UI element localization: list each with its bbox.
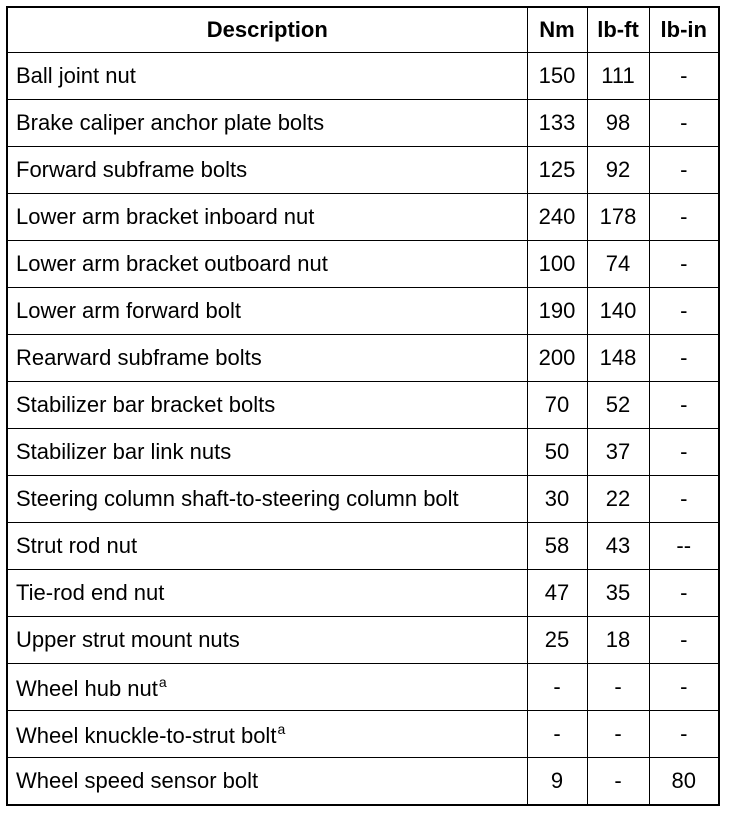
description-text: Wheel speed sensor bolt (16, 768, 259, 793)
nm-cell: 70 (527, 382, 587, 429)
nm-cell: 125 (527, 147, 587, 194)
lbft-cell: 52 (587, 382, 649, 429)
table-row (7, 147, 719, 194)
table-row (7, 53, 719, 100)
table-row (7, 288, 719, 335)
description-text: Strut rod nut (16, 533, 138, 558)
nm-cell: 240 (527, 194, 587, 241)
description-text: Wheel hub nut (16, 675, 158, 701)
nm-cell: 9 (527, 758, 587, 806)
lbft-cell: 140 (587, 288, 649, 335)
lbin-cell: - (649, 429, 719, 476)
description-cell (7, 570, 527, 617)
lbft-cell: 98 (587, 100, 649, 147)
torque-spec-table-container (6, 6, 720, 806)
nm-cell: 200 (527, 335, 587, 382)
table-row (7, 570, 719, 617)
table-row (7, 241, 719, 288)
table-row (7, 476, 719, 523)
description-text: Brake caliper anchor plate bolts (16, 110, 325, 135)
description-text: Lower arm bracket inboard nut (16, 204, 315, 229)
lbin-cell: - (649, 288, 719, 335)
description-cell (7, 758, 527, 806)
nm-cell: 58 (527, 523, 587, 570)
lbin-cell: 80 (649, 758, 719, 806)
table-row (7, 429, 719, 476)
lbft-cell: - (587, 711, 649, 758)
torque-spec-table (6, 6, 720, 806)
table-body (7, 53, 719, 806)
table-header-row (7, 7, 719, 53)
description-cell (7, 288, 527, 335)
description-cell (7, 147, 527, 194)
table-row (7, 711, 719, 758)
nm-cell: 190 (527, 288, 587, 335)
description-text: Wheel knuckle-to-strut bolt (16, 722, 277, 748)
lbin-cell: - (649, 53, 719, 100)
lbin-cell: - (649, 664, 719, 711)
description-text: Stabilizer bar link nuts (16, 439, 232, 464)
description-text: Upper strut mount nuts (16, 627, 240, 652)
header-lbin: lb-in (649, 7, 719, 53)
table-row (7, 664, 719, 711)
description-cell (7, 382, 527, 429)
description-cell (7, 664, 527, 711)
lbin-cell: - (649, 194, 719, 241)
lbin-cell: - (649, 476, 719, 523)
nm-cell: - (527, 711, 587, 758)
lbft-cell: 43 (587, 523, 649, 570)
lbft-cell: 18 (587, 617, 649, 664)
lbft-cell: - (587, 758, 649, 806)
description-text: Forward subframe bolts (16, 157, 248, 182)
description-cell (7, 335, 527, 382)
lbin-cell: - (649, 617, 719, 664)
nm-cell: 50 (527, 429, 587, 476)
header-description: Description (7, 7, 527, 53)
table-row (7, 382, 719, 429)
table-row (7, 335, 719, 382)
description-text: Stabilizer bar bracket bolts (16, 392, 276, 417)
lbin-cell: -- (649, 523, 719, 570)
footnote-marker: a (158, 673, 167, 690)
description-text: Steering column shaft-to-steering column bolt (16, 486, 459, 511)
description-cell (7, 241, 527, 288)
lbft-cell: - (587, 664, 649, 711)
description-text: Rearward subframe bolts (16, 345, 262, 370)
description-cell (7, 476, 527, 523)
table-row (7, 194, 719, 241)
lbft-cell: 35 (587, 570, 649, 617)
lbft-cell: 111 (587, 53, 649, 100)
description-cell (7, 429, 527, 476)
lbin-cell: - (649, 382, 719, 429)
description-text: Ball joint nut (16, 63, 136, 88)
lbin-cell: - (649, 335, 719, 382)
lbft-cell: 148 (587, 335, 649, 382)
nm-cell: 150 (527, 53, 587, 100)
lbin-cell: - (649, 147, 719, 194)
nm-cell: 100 (527, 241, 587, 288)
lbft-cell: 178 (587, 194, 649, 241)
header-lbft: lb-ft (587, 7, 649, 53)
description-cell (7, 53, 527, 100)
description-text: Lower arm forward bolt (16, 298, 241, 323)
nm-cell: 47 (527, 570, 587, 617)
description-cell (7, 617, 527, 664)
nm-cell: 30 (527, 476, 587, 523)
table-row (7, 617, 719, 664)
description-cell (7, 194, 527, 241)
description-text: Lower arm bracket outboard nut (16, 251, 328, 276)
nm-cell: 133 (527, 100, 587, 147)
description-cell (7, 523, 527, 570)
lbft-cell: 37 (587, 429, 649, 476)
lbin-cell: - (649, 100, 719, 147)
lbin-cell: - (649, 570, 719, 617)
lbft-cell: 22 (587, 476, 649, 523)
header-nm: Nm (527, 7, 587, 53)
footnote-marker: a (277, 720, 286, 737)
description-cell (7, 100, 527, 147)
nm-cell: 25 (527, 617, 587, 664)
description-text: Tie-rod end nut (16, 580, 165, 605)
lbin-cell: - (649, 241, 719, 288)
table-row (7, 100, 719, 147)
description-cell (7, 711, 527, 758)
table-row (7, 758, 719, 806)
lbft-cell: 74 (587, 241, 649, 288)
lbft-cell: 92 (587, 147, 649, 194)
table-row (7, 523, 719, 570)
nm-cell: - (527, 664, 587, 711)
lbin-cell: - (649, 711, 719, 758)
